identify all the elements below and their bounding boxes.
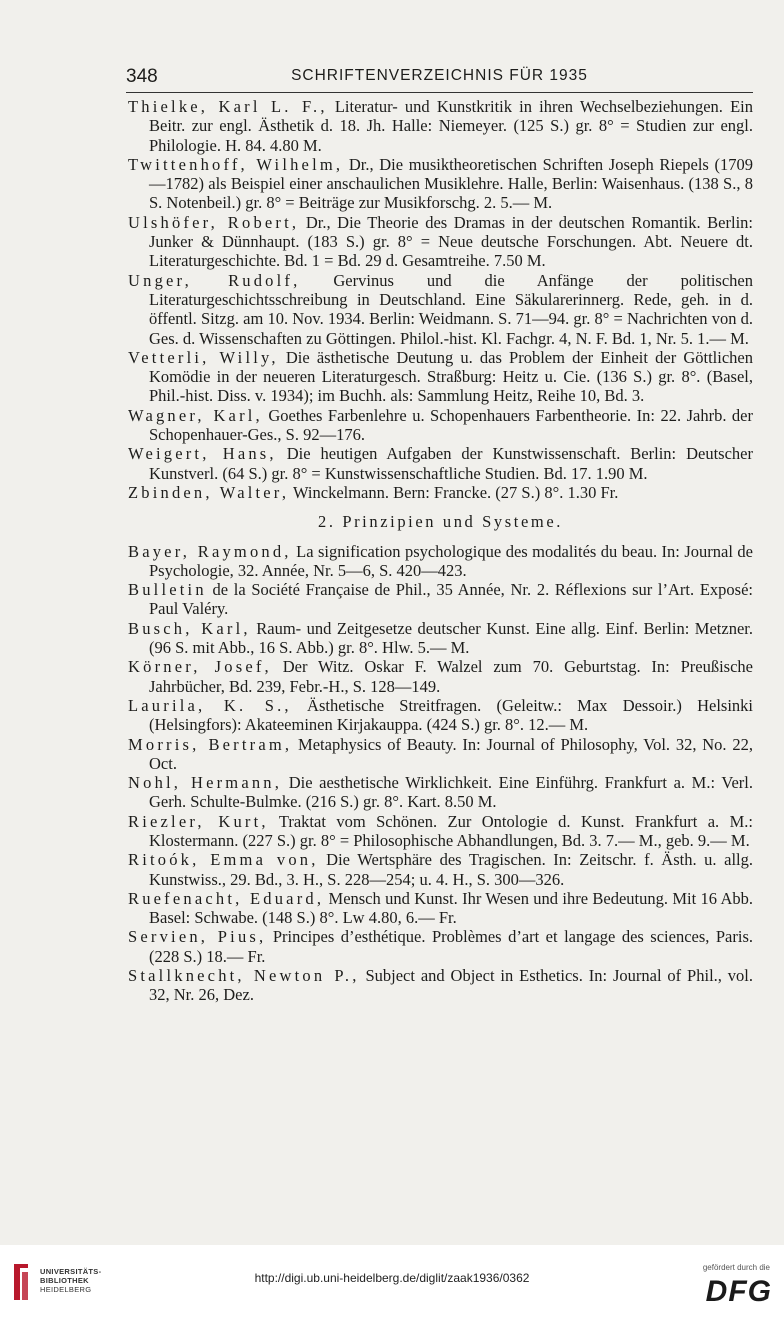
bibliography-entry	[128, 271, 753, 348]
permalink-url[interactable]: http://digi.ub.uni-heidelberg.de/diglit/zaak1936/0362	[254, 1271, 530, 1285]
entry-author: Servien, Pius,	[128, 927, 267, 947]
entry-author: Körner, Josef,	[128, 657, 272, 677]
bibliography-entry	[128, 812, 753, 851]
bibliography-entry	[128, 542, 753, 581]
bibliography-entry	[128, 966, 753, 1005]
entry-text: Die ästhetische Deutung u. das Problem der Einheit der Göttlichen Komödie in der neueren Literaturgesch. Straßburg: Heitz u. Cie. (136 S.) gr. 8°. (Basel, Phil.-hist. Diss. v. 1934); im Buchh. als: Sammlung Heitz, Reihe 10, Bd. 3.	[149, 347, 753, 406]
bibliography-entry	[128, 444, 753, 483]
entry-author: Stallknecht, Newton P.,	[128, 966, 360, 986]
entry-text: de la Société Française de Phil., 35 Année, Nr. 2. Réflexions sur l’Art. Exposé: Paul Valéry.	[149, 580, 753, 619]
bibliography-entry	[128, 850, 753, 889]
entry-text: Traktat vom Schönen. Zur Ontologie d. Kunst. Frankfurt a. M.: Klostermann. (227 S.) gr. 8° = Philosophische Abhandlungen, Bd. 3. 7.— M., geb. 9.— M.	[149, 811, 753, 850]
entries-part2	[128, 542, 753, 1005]
entry-author: Wagner, Karl,	[128, 405, 263, 425]
viewer-footer	[0, 1245, 784, 1320]
entry-text: Dr., Die musiktheoretischen Schriften Joseph Riepels (1709—1782) als Beispiel einer anschaulichen Musiklehre. Halle, Berlin: Waisenhaus. (138 S., 8 S. Notenbeil.) gr. 8° = Beiträge zur Musikforschg. 2. 5.— M.	[149, 154, 753, 213]
entries-part1	[128, 97, 753, 502]
entry-author: Nohl, Hermann,	[128, 773, 283, 793]
library-line2: BIBLIOTHEK	[40, 1276, 89, 1285]
entry-text: Die aesthetische Wirklichkeit. Eine Einführg. Frankfurt a. M.: Verl. Gerh. Schulte-Bulmke. (216 S.) gr. 8°. Kart. 8.50 M.	[149, 773, 753, 812]
bibliography-entry	[128, 696, 753, 735]
entry-author: Morris, Bertram,	[128, 734, 293, 754]
bibliography-entry	[128, 348, 753, 406]
entry-text: Metaphysics of Beauty. In: Journal of Philosophy, Vol. 32, No. 22, Oct.	[149, 734, 753, 773]
entry-text: Ästhetische Streitfragen. (Geleitw.: Max Dessoir.) Helsinki (Helsingfors): Akateeminen Kirjakauppa. (424 S.) gr. 8°. 12.— M.	[149, 695, 753, 735]
entry-author: Zbinden, Walter,	[128, 482, 290, 502]
entry-text: Literatur- und Kunstkritik in ihren Wechselbeziehungen. Ein Beitr. zur engl. Ästhetik d. 18. Jh. Halle: Niemeyer. (125 S.) gr. 8° = Studien zur engl. Philologie. H. 84. 4.80 M.	[149, 97, 753, 155]
bibliography-entry	[128, 619, 753, 658]
dfg-logo: DFG	[705, 1275, 772, 1308]
entry-author: Unger, Rudolf,	[128, 270, 301, 290]
bibliography-entry	[128, 97, 753, 155]
bibliography-entry	[128, 773, 753, 812]
entry-author: Riezler, Kurt,	[128, 811, 269, 831]
header-rule	[126, 92, 753, 93]
entry-text: Winckelmann. Bern: Francke. (27 S.) 8°. 1.30 Fr.	[289, 482, 619, 502]
bibliography-entry	[128, 735, 753, 774]
bibliography-entry	[128, 155, 753, 213]
bibliography-entry	[128, 580, 753, 619]
entry-text: Die heutigen Aufgaben der Kunstwissenschaft. Berlin: Deutscher Kunstverl. (64 S.) gr. 8° = Kunstwissenschaftliche Studien. Bd. 17. 1.90 M.	[149, 444, 753, 483]
entry-author: Thielke, Karl L. F.,	[128, 97, 328, 116]
bibliography-entry	[128, 406, 753, 445]
running-title: SCHRIFTENVERZEICHNIS FÜR 1935	[291, 67, 588, 84]
funder-caption: gefördert durch die	[702, 1263, 770, 1272]
page-number: 348	[126, 66, 158, 87]
entry-author: Weigert, Hans,	[128, 444, 277, 464]
entry-text: Principes d’esthétique. Problèmes d’art et langage des sciences, Paris. (228 S.) 18.— Fr.	[149, 927, 753, 966]
entry-author: Vetterli, Willy,	[128, 347, 279, 367]
library-line1: UNIVERSITÄTS-	[40, 1267, 102, 1276]
entry-text: Raum- und Zeitgesetze deutscher Kunst. Eine allg. Einf. Berlin: Metzner. (96 S. mit Abb., 16 S. Abb.) gr. 8°. Hlw. 5.— M.	[149, 618, 753, 658]
entry-text: Gervinus und die Anfänge der politischen Literaturgeschichtsschreibung in Deutschland. Eine Säkularerinnerg. Rede, geh. in d. öffentl. Sitzg. am 10. Nov. 1934. Berlin: Weidmann. S. 71—94. gr. 8° = Nachrichten von d. Ges. d. Wissenschaften zu Göttingen. Philol.-hist. Kl. Fachgr. 4, N. F. Bd. 1, Nr. 5. 1.— M.	[149, 270, 753, 348]
library-line3: HEIDELBERG	[40, 1285, 92, 1294]
bibliography-entry	[128, 483, 753, 502]
bibliography-list	[128, 97, 753, 1005]
entry-text: La signification psychologique des modalités du beau. In: Journal de Psychologie, 32. Année, Nr. 5—6, S. 420—423.	[149, 541, 753, 580]
entry-author: Bayer, Raymond,	[128, 541, 292, 561]
entry-text: Dr., Die Theorie des Dramas in der deutschen Romantik. Berlin: Junker & Dünnhaupt. (183 S.) gr. 8° = Neue deutsche Forschungen. Abt. Neuere dt. Literaturgeschichte. Bd. 1 = Bd. 29 d. Gesamtreihe. 7.50 M.	[149, 212, 753, 271]
entry-author: Busch, Karl,	[128, 618, 251, 638]
bibliography-entry	[128, 889, 753, 928]
entry-author: Laurila, K. S.,	[128, 695, 292, 715]
entry-author: Ritoók, Emma von,	[128, 850, 319, 870]
entry-text: Mensch und Kunst. Ihr Wesen und ihre Bedeutung. Mit 16 Abb. Basel: Schwabe. (148 S.) 8°. Lw 4.80, 6.— Fr.	[149, 888, 753, 928]
entry-author: Bulletin	[128, 580, 207, 600]
entry-text: Goethes Farbenlehre u. Schopenhauers Farbentheorie. In: 22. Jahrb. der Schopenhauer-Ges., S. 92—176.	[149, 405, 753, 445]
entry-text: Die Wertsphäre des Tragischen. In: Zeitschr. f. Ästh. u. allg. Kunstwiss., 29. Bd., 3. H., S. 228—254; u. 4. H., S. 300—326.	[149, 850, 753, 889]
page-header	[126, 62, 753, 88]
section-heading: 2. Prinzipien und Systeme.	[318, 512, 563, 532]
entry-text: Der Witz. Oskar F. Walzel zum 70. Geburtstag. In: Preußische Jahrbücher, Bd. 239, Febr.-H., S. 128—149.	[149, 657, 753, 696]
bibliography-entry	[128, 213, 753, 271]
entry-text: Subject and Object in Esthetics. In: Journal of Phil., vol. 32, Nr. 26, Dez.	[149, 966, 753, 1005]
bibliography-entry	[128, 927, 753, 966]
entry-author: Ulshöfer, Robert,	[128, 212, 300, 232]
entry-author: Twittenhoff, Wilhelm,	[128, 154, 344, 174]
bibliography-entry	[128, 657, 753, 696]
entry-author: Ruefenacht, Eduard,	[128, 888, 325, 908]
